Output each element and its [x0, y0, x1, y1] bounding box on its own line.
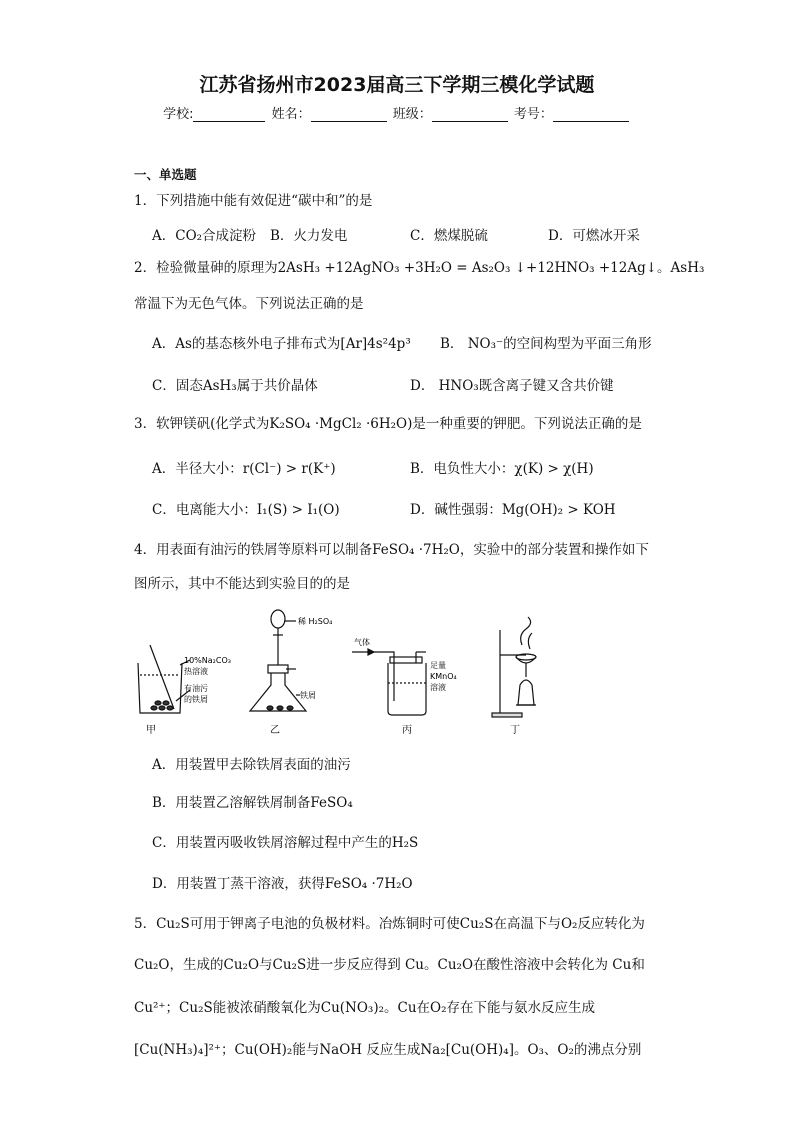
q1-option-d: D．可燃冰开采: [548, 228, 640, 244]
bing-gas-label: 气体: [354, 638, 370, 647]
q3-stem: 3．软钾镁矾(化学式为K₂SO₄ ·MgCl₂ ·6H₂O)是一种重要的钾肥。下列说法正确的是: [134, 416, 642, 432]
q5-line3: Cu²⁺；Cu₂S能被浓硝酸氧化为Cu(NO₃)₂。Cu在O₂存在下能与氨水反应生成: [134, 1000, 596, 1016]
q2-option-a: A．As的基态核外电子排布式为[Ar]4s²4p³: [152, 336, 411, 352]
q4-stem-line2: 图所示，其中不能达到实验目的的是: [134, 576, 350, 592]
school-label: 学校:: [163, 107, 194, 122]
apparatus-ding-evaporation: [492, 617, 536, 717]
jia-solid-label2: 的铁屑: [184, 695, 208, 704]
q2-option-d: D． HNO₃既含离子键又含共价键: [410, 378, 614, 394]
bing-reagent-label3: 溶液: [430, 683, 446, 692]
q5-line2: Cu₂O，生成的Cu₂O与Cu₂S进一步反应得到 Cu。Cu₂O在酸性溶液中会转化为 Cu和: [134, 957, 645, 973]
label-ding: 丁: [510, 725, 520, 736]
q3-option-c: C．电离能大小：I₁(S) > I₁(O): [152, 502, 340, 518]
q5-line1: 5．Cu₂S可用于钾离子电池的负极材料。冶炼铜时可使Cu₂S在高温下与O₂反应转化为: [134, 916, 645, 932]
name-blank[interactable]: [311, 108, 387, 122]
q1-option-c: C．燃煤脱硫: [410, 228, 488, 244]
label-bing: 丙: [402, 725, 412, 736]
q2-option-b: B． NO₃⁻的空间构型为平面三角形: [440, 336, 652, 352]
jia-solid-label: 有油污: [184, 684, 208, 693]
apparatus-bing-bottle: [352, 649, 426, 715]
apparatus-jia-beaker: [138, 645, 190, 713]
q3-option-a: A．半径大小：r(Cl⁻) > r(K⁺): [152, 461, 336, 477]
jia-solution-label: 10%Na₂CO₃: [184, 656, 231, 665]
yi-solid-label: 铁屑: [300, 691, 316, 700]
yi-acid-label: 稀 H₂SO₄: [298, 617, 333, 626]
q3-option-b: B．电负性大小：χ(K) > χ(H): [410, 461, 594, 477]
bing-reagent-label2: KMnO₄: [430, 672, 457, 681]
label-yi: 乙: [270, 725, 280, 736]
q2-stem-line1: 2．检验微量砷的原理为2AsH₃ +12AgNO₃ +3H₂O = As₂O₃ ↓+12HNO₃ +12Ag↓。AsH₃: [134, 260, 705, 276]
q4-stem-line1: 4．用表面有油污的铁屑等原料可以制备FeSO₄ ·7H₂O，实验中的部分装置和操作如下: [134, 542, 649, 558]
q4-option-d: D．用装置丁蒸干溶液，获得FeSO₄ ·7H₂O: [152, 876, 413, 892]
q4-option-a: A．用装置甲去除铁屑表面的油污: [152, 757, 351, 773]
q4-option-c: C．用装置丙吸收铁屑溶解过程中产生的H₂S: [152, 835, 419, 851]
bing-reagent-label1: 足量: [430, 661, 446, 670]
exam-title: 江苏省扬州市2023届高三下学期三模化学试题: [199, 74, 595, 96]
school-blank[interactable]: [193, 108, 265, 122]
exam-no-label: 考号：: [513, 107, 553, 122]
class-blank[interactable]: [432, 108, 508, 122]
class-label: 班级：: [392, 107, 432, 122]
label-jia: 甲: [146, 725, 156, 736]
exam-no-blank[interactable]: [553, 108, 629, 122]
q2-stem-line2: 常温下为无色气体。下列说法正确的是: [134, 296, 364, 312]
student-info-line: [0, 103, 794, 122]
q2-option-c: C．固态AsH₃属于共价晶体: [152, 378, 318, 394]
apparatus-figure: [130, 605, 550, 740]
q1-stem: 1．下列措施中能有效促进“碳中和”的是: [134, 193, 373, 209]
q1-option-b: B．火力发电: [270, 228, 348, 244]
q5-line4: [Cu(NH₃)₄]²⁺；Cu(OH)₂能与NaOH 反应生成Na₂[Cu(OH)₄]。O₃、O₂的沸点分别: [134, 1042, 642, 1058]
q3-option-d: D．碱性强弱：Mg(OH)₂ > KOH: [410, 502, 616, 518]
section-title: 一、单选题: [134, 167, 197, 182]
name-label: 姓名：: [271, 107, 311, 122]
jia-solution-label2: 热溶液: [184, 667, 208, 676]
q4-option-b: B．用装置乙溶解铁屑制备FeSO₄: [152, 795, 353, 811]
q1-option-a: A．CO₂合成淀粉: [152, 228, 257, 244]
